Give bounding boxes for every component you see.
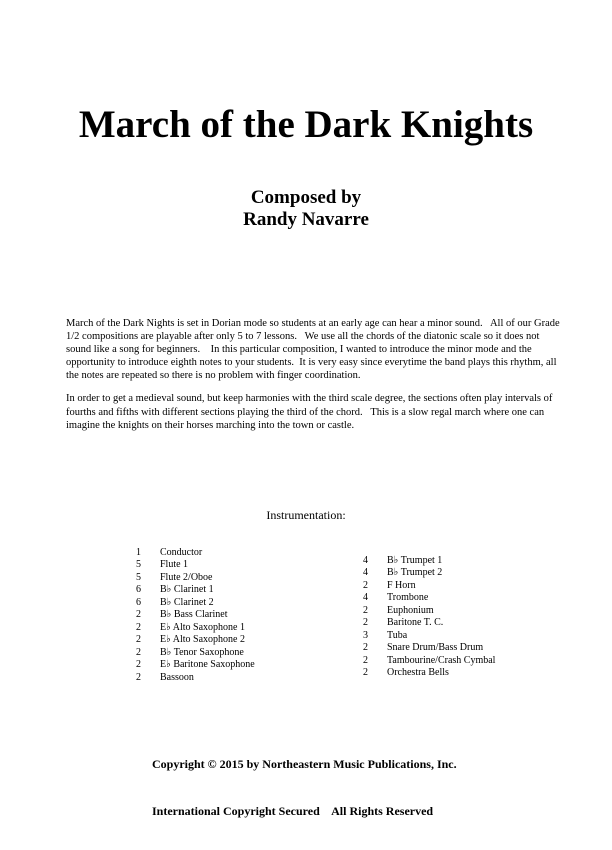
instrument-name: Snare Drum/Bass Drum [387,642,484,654]
instrument-name: Euphonium [387,604,434,616]
instrument-row [363,605,495,617]
instrument-name: E♭ Alto Saxophone 2 [160,634,245,646]
instrument-name: B♭ Bass Clarinet [160,609,228,621]
instrument-name: Trombone [387,592,429,604]
instrument-qty: 2 [363,642,368,654]
instrument-name: B♭ Trumpet 2 [387,567,443,579]
instrument-row [136,597,255,609]
instrument-name: Tuba [387,629,408,641]
instrument-name: Flute 1 [160,559,189,571]
instrument-name: B♭ Tenor Saxophone [160,646,244,658]
copyright-line-1: Copyright © 2015 by Northeastern Music Publications, Inc. [152,757,457,771]
instrument-qty: 2 [363,654,368,666]
composed-by-label: Composed by [250,187,362,208]
instrument-name: B♭ Clarinet 1 [160,584,214,596]
instrument-row [136,609,255,621]
instrumentation-heading: Instrumentation: [266,508,346,522]
program-notes [66,317,563,442]
instrument-qty: 2 [136,671,141,683]
instrument-row [363,642,495,654]
instrument-row [136,622,255,634]
instrument-qty: 4 [363,592,368,604]
instrument-qty: 6 [136,596,141,608]
instrument-row [363,592,495,604]
instrument-qty: 2 [136,634,141,646]
instrument-name: B♭ Trumpet 1 [387,555,443,566]
instrument-qty: 5 [136,571,141,583]
instrument-row [136,572,255,584]
instrument-name: Flute 2/Oboe [160,571,213,583]
instrument-row [136,634,255,646]
instrument-qty: 3 [363,629,368,641]
instrument-qty: 2 [363,579,368,591]
instrument-row [363,555,495,567]
instrument-row [136,672,255,684]
program-note-paragraph-2: In order to get a medieval sound, but keep harmonies with the third scale degree, the sections often play intervals of fourths and fifths with different sections playing the third of the chord. This is a slow regal march where one can imagine the knights on their horses marching into the town or castle. [66,393,555,431]
instrumentation-right-column [363,555,495,680]
instrument-row [363,617,495,629]
instrument-qty: 2 [136,659,141,671]
instrument-name: F Horn [387,579,416,591]
instrument-row [136,659,255,671]
instrument-name: E♭ Alto Saxophone 1 [160,621,245,633]
instrument-name: Conductor [160,547,203,558]
instrument-name: E♭ Baritone Saxophone [160,659,255,671]
instrument-row [363,667,495,679]
instrument-name: Tambourine/Crash Cymbal [387,654,496,666]
instrument-name: Bassoon [160,671,194,683]
instrument-qty: 2 [363,617,368,629]
instrument-qty: 2 [136,609,141,621]
page-title: March of the Dark Knights [78,103,534,146]
instrument-row [363,630,495,642]
copyright-line-2: International Copyright Secured All Rights Reserved [152,803,434,818]
composer-name: Randy Navarre [243,209,369,230]
instrument-qty: 1 [136,547,141,558]
instrument-row [136,647,255,659]
instrument-qty: 4 [363,555,368,566]
instrument-qty: 2 [363,667,368,679]
instrument-qty: 6 [136,584,141,596]
instrument-row [136,547,255,559]
instrument-row [363,655,495,667]
instrument-qty: 5 [136,559,141,571]
program-note-paragraph-1: March of the Dark Nights is set in Dorian mode so students at an early age can hear a minor sound. All of our Grade 1/2 compositions are playable after only 5 to 7 lessons. We use all the chords of the diatonic scale so it does not sound like a song for beginners. In this particular composition, I wanted to introduce the minor mode and the opportunity to introduce eighth notes to your students. It is very easy since everytime the band plays this rhythm, all the notes are repeated so there is no problem with finger coordination. [66,318,563,382]
composer-block [0,187,612,231]
instrument-name: Baritone T. C. [387,617,444,629]
instrument-name: Orchestra Bells [387,667,449,679]
instrumentation-left-column [136,547,255,684]
instrument-qty: 4 [363,567,368,579]
instrument-row [363,567,495,579]
instrument-qty: 2 [363,604,368,616]
instrument-row [363,580,495,592]
instrument-qty: 2 [136,646,141,658]
instrument-qty: 2 [136,621,141,633]
instrument-name: B♭ Clarinet 2 [160,596,214,608]
instrument-row [136,584,255,596]
instrument-row [136,559,255,571]
copyright-notice [152,726,457,850]
